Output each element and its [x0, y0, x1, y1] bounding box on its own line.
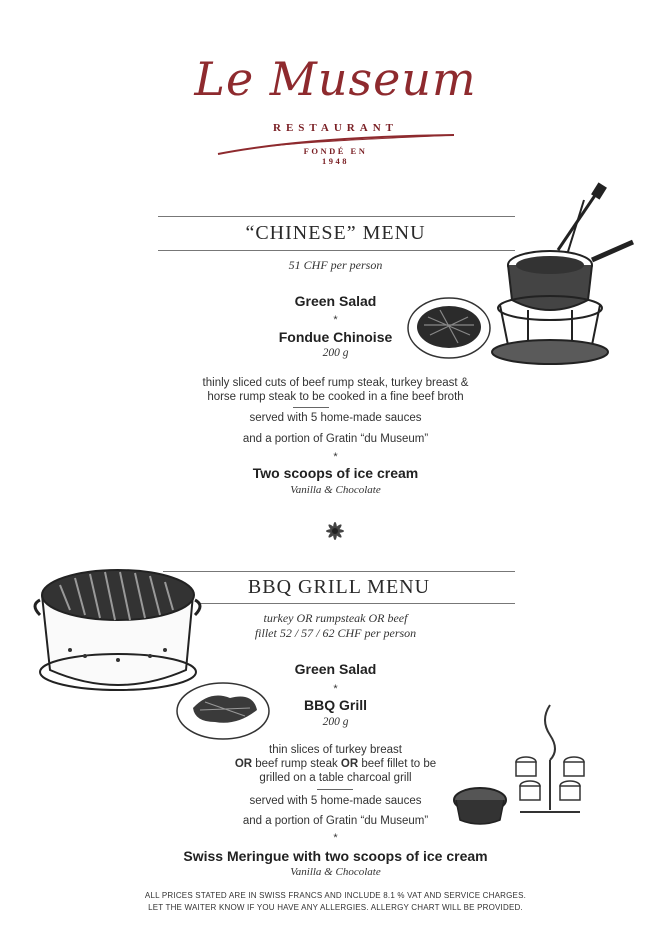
- bbq-grill-illustration: [30, 560, 205, 700]
- chinese-starter: Green Salad: [294, 293, 377, 309]
- chinese-dessert: Two scoops of ice cream: [252, 465, 419, 481]
- bbq-starter: Green Salad: [294, 661, 377, 677]
- desc-text: beef fillet to be: [358, 758, 437, 770]
- section-rule-top: [158, 216, 515, 217]
- chinese-menu-title: “CHINESE” MENU: [245, 222, 426, 244]
- bbq-served-with: served with 5 home-made sauces: [249, 795, 422, 807]
- chinese-served-with: served with 5 home-made sauces: [249, 412, 422, 424]
- chinese-main-weight: 200 g: [322, 347, 349, 359]
- separator-star: *: [333, 314, 338, 326]
- section-rule-bottom: [158, 250, 515, 251]
- separator-star: *: [333, 832, 338, 844]
- salad-plate-illustration: [406, 295, 492, 361]
- bbq-gratin: and a portion of Gratin “du Museum”: [242, 815, 429, 827]
- chinese-dessert-flavors: Vanilla & Chocolate: [290, 484, 381, 496]
- fondue-pot-illustration: [488, 180, 638, 370]
- bbq-dessert: Swiss Meringue with two scoops of ice cream: [183, 848, 488, 864]
- divider-short: [293, 407, 329, 408]
- desc-text: beef rump steak: [252, 758, 341, 770]
- or-keyword: OR: [234, 758, 253, 770]
- footer-prices-note: ALL PRICES STATED ARE IN SWISS FRANCS AND INCLUDE 8.1 % VAT AND SERVICE CHARGES.: [144, 891, 527, 900]
- chinese-main: Fondue Chinoise: [278, 329, 393, 345]
- logo-script: Le Museum: [194, 52, 477, 106]
- logo-established: FONDÉ EN: [303, 146, 368, 156]
- footer-allergy-note: LET THE WAITER KNOW IF YOU HAVE ANY ALLERGIES. ALLERGY CHART WILL BE PROVIDED.: [148, 903, 523, 912]
- bbq-main-weight: 200 g: [322, 716, 349, 728]
- chinese-menu-price: 51 CHF per person: [288, 258, 383, 272]
- bbq-desc-line1: thin slices of turkey breast: [269, 744, 402, 756]
- bbq-menu-title: BBQ GRILL MENU: [247, 576, 431, 598]
- bbq-price-line1: turkey OR rumpsteak OR beef: [263, 611, 408, 625]
- separator-star: *: [333, 451, 338, 463]
- section-rule-bottom: [200, 603, 515, 604]
- bbq-desc-line3: grilled on a table charcoal grill: [259, 772, 412, 784]
- edelweiss-icon: [324, 520, 346, 542]
- chinese-gratin: and a portion of Gratin “du Museum”: [242, 433, 429, 445]
- bbq-dessert-flavors: Vanilla & Chocolate: [290, 866, 381, 878]
- separator-star: *: [333, 683, 338, 695]
- bbq-price-line2: fillet 52 / 57 / 62 CHF per person: [254, 626, 417, 640]
- chinese-desc-line1: thinly sliced cuts of beef rump steak, turkey breast &: [202, 377, 469, 389]
- section-rule-top: [163, 571, 515, 572]
- logo-established-year: 1948: [322, 156, 349, 166]
- divider-short: [317, 789, 353, 790]
- bbq-main: BBQ Grill: [303, 697, 367, 713]
- meat-plate-illustration: [175, 680, 271, 742]
- sauce-set-illustration: [450, 700, 590, 830]
- chinese-desc-line2: horse rump steak to be cooked in a fine beef broth: [207, 391, 464, 403]
- logo-subtitle: RESTAURANT: [273, 122, 398, 134]
- or-keyword: OR: [340, 758, 359, 770]
